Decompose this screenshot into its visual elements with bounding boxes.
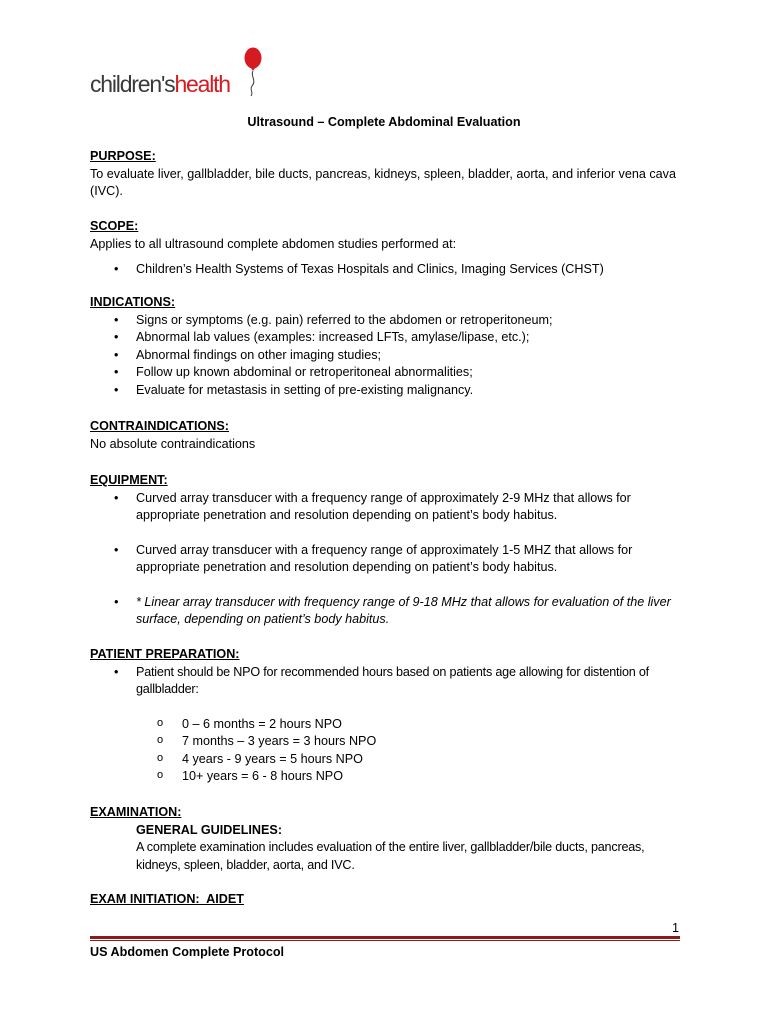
scope-heading: SCOPE:	[90, 219, 139, 233]
list-item: • Abnormal lab values (examples: increased LFTs, amylase/lipase, etc.);	[90, 329, 680, 347]
exam-initiation-section	[90, 891, 680, 909]
footer-rule-thick	[90, 936, 680, 939]
scope-text: Applies to all ultrasound complete abdomen studies performed at:	[90, 236, 457, 251]
patient-preparation-section	[90, 646, 680, 786]
logo-wordmark	[90, 70, 230, 98]
purpose-heading: PURPOSE:	[90, 149, 156, 163]
list-item: o 7 months – 3 years = 3 hours NPO	[90, 733, 680, 751]
exam-initiation-heading: EXAM INITIATION: AIDET	[90, 892, 244, 906]
logo-wordmark-part2: health	[174, 71, 230, 97]
list-item: • Follow up known abdominal or retroperitoneal abnormalities;	[90, 364, 680, 382]
list-item: • Evaluate for metastasis in setting of pre-existing malignancy.	[90, 382, 680, 400]
list-item: • Curved array transducer with a frequency range of approximately 2-9 MHz that allows for appropriate penetration and resolution depending on patient’s body habitus.	[90, 490, 680, 525]
list-item: • Abnormal findings on other imaging studies;	[90, 347, 680, 365]
contraindications-heading: CONTRAINDICATIONS:	[90, 419, 229, 433]
list-item: o 0 – 6 months = 2 hours NPO	[90, 716, 680, 734]
contraindications-text: No absolute contraindications	[90, 436, 256, 451]
examination-heading: EXAMINATION:	[90, 805, 182, 819]
logo-wordmark-part1: children's	[90, 71, 175, 97]
footer-text: US Abdomen Complete Protocol	[90, 945, 285, 959]
list-item: o 4 years - 9 years = 5 hours NPO	[90, 751, 680, 769]
footer-rule-thin	[90, 940, 680, 941]
scope-list	[90, 261, 680, 279]
list-item: • Curved array transducer with a frequency range of approximately 1-5 MHZ that allows for appropriate penetration and resolution depending on patient’s body habitus.	[90, 542, 680, 577]
equipment-section	[90, 472, 680, 629]
contraindications-section	[90, 418, 680, 453]
document-title: Ultrasound – Complete Abdominal Evaluation	[247, 115, 521, 129]
indications-list	[90, 312, 680, 400]
childrens-health-logo	[90, 44, 270, 100]
list-item: • Children’s Health Systems of Texas Hospitals and Clinics, Imaging Services (CHST)	[90, 261, 680, 279]
list-item: • Signs or symptoms (e.g. pain) referred to the abdomen or retroperitoneum;	[90, 312, 680, 330]
purpose-section	[90, 148, 680, 201]
page-number: 1	[671, 921, 679, 935]
balloon-icon	[238, 44, 268, 100]
patient-preparation-list	[90, 664, 680, 699]
equipment-heading: EQUIPMENT:	[90, 473, 168, 487]
scope-section	[90, 218, 680, 279]
indications-section	[90, 294, 680, 399]
general-guidelines-text: A complete examination includes evaluation of the entire liver, gallbladder/bile ducts, pancreas, kidneys, spleen, bladder, aorta, and IVC.	[136, 840, 645, 872]
examination-section	[90, 804, 680, 874]
list-item: o 10+ years = 6 - 8 hours NPO	[90, 768, 680, 786]
list-item: • * Linear array transducer with frequency range of 9-18 MHz that allows for evaluation of the liver surface, depending on patient’s body habitus.	[90, 594, 680, 629]
patient-preparation-heading: PATIENT PREPARATION:	[90, 647, 240, 661]
equipment-list	[90, 490, 680, 629]
general-guidelines-heading: GENERAL GUIDELINES:	[136, 822, 283, 837]
list-item: • Patient should be NPO for recommended hours based on patients age allowing for distention of gallbladder:	[90, 664, 680, 699]
indications-heading: INDICATIONS:	[90, 295, 176, 309]
npo-schedule-list	[90, 716, 680, 786]
purpose-text: To evaluate liver, gallbladder, bile ducts, pancreas, kidneys, spleen, bladder, aorta, and inferior vena cava (IVC).	[90, 166, 676, 198]
